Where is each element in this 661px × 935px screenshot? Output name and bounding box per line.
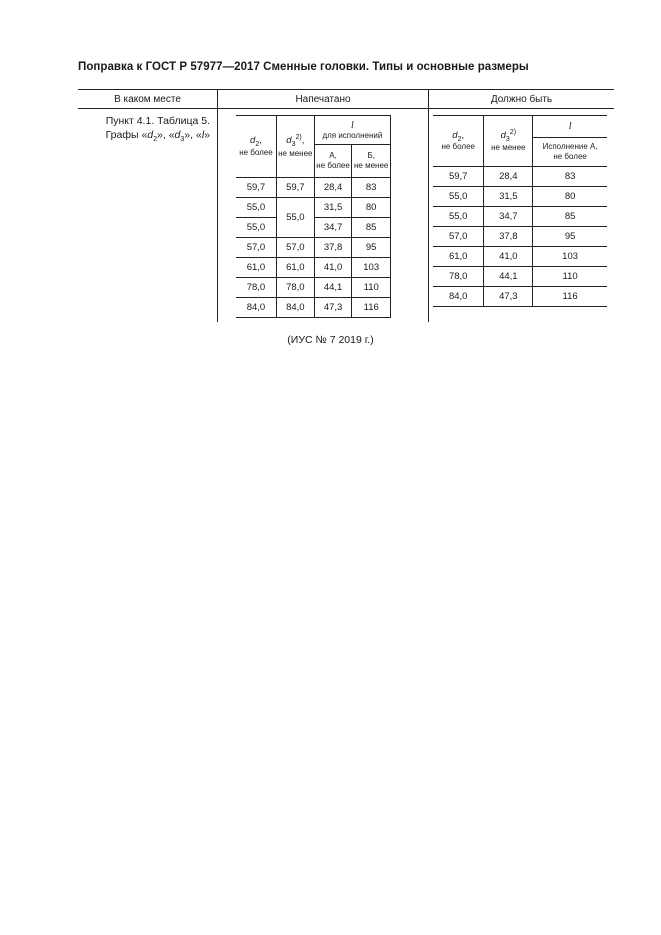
table-cell: 55,0 <box>236 198 276 218</box>
document-title: Поправка к ГОСТ Р 57977—2017 Сменные головки. Типы и основные размеры <box>78 61 529 73</box>
table-cell: 47,3 <box>484 287 533 307</box>
table-row <box>433 227 607 247</box>
column-divider-2 <box>428 89 429 322</box>
table-cell: 61,0 <box>433 247 484 267</box>
table-cell: 95 <box>352 238 391 258</box>
table-row <box>433 287 607 307</box>
table-cell: 78,0 <box>236 278 276 298</box>
table-cell: 34,7 <box>484 207 533 227</box>
table-cell: 83 <box>352 178 391 198</box>
table-cell: 61,0 <box>236 258 276 278</box>
printed-b-header: Б, не менее <box>352 145 391 178</box>
table-cell: 85 <box>352 218 391 238</box>
header-printed: Напечатано <box>295 94 351 105</box>
table-cell: 110 <box>352 278 391 298</box>
table-row <box>236 278 391 298</box>
printed-d3-header: $d_3^{2)}$, не менее <box>276 116 314 178</box>
table-cell: 47,3 <box>314 298 352 318</box>
location-line-2: Графы «$d_2$», «$d_3$», «l» <box>105 129 210 144</box>
table-cell: 59,7 <box>433 167 484 187</box>
correct-l-header: l <box>533 116 607 138</box>
header-where: В каком месте <box>114 94 181 105</box>
footer-note: (ИУС № 7 2019 г.) <box>287 334 374 346</box>
table-cell: 85 <box>533 207 607 227</box>
table-cell: 31,5 <box>314 198 352 218</box>
table-cell: 103 <box>352 258 391 278</box>
table-row <box>236 178 391 198</box>
printed-l-header: l для исполнений <box>314 116 390 145</box>
printed-d2-header: $d_2$, не более <box>236 116 276 178</box>
table-cell: 44,1 <box>484 267 533 287</box>
top-rule <box>78 89 614 90</box>
table-cell: 80 <box>533 187 607 207</box>
printed-a-header: А, не более <box>314 145 352 178</box>
table-row <box>236 258 391 278</box>
table-cell: 31,5 <box>484 187 533 207</box>
table-cell: 110 <box>533 267 607 287</box>
printed-table <box>236 115 391 318</box>
table-cell: 55,0 <box>276 198 314 238</box>
table-cell: 61,0 <box>276 258 314 278</box>
table-cell: 55,0 <box>433 207 484 227</box>
table-cell: 84,0 <box>433 287 484 307</box>
table-cell: 57,0 <box>433 227 484 247</box>
table-cell: 28,4 <box>484 167 533 187</box>
table-cell: 78,0 <box>276 278 314 298</box>
table-cell: 116 <box>533 287 607 307</box>
table-cell: 41,0 <box>314 258 352 278</box>
table-cell: 37,8 <box>484 227 533 247</box>
table-cell: 55,0 <box>236 218 276 238</box>
table-cell: 84,0 <box>236 298 276 318</box>
table-cell: 57,0 <box>236 238 276 258</box>
correct-d3-header: $d_3^{2)}$ не менее <box>484 116 533 167</box>
correct-table <box>433 115 607 307</box>
column-divider-1 <box>217 89 218 322</box>
table-row <box>236 238 391 258</box>
table-cell: 37,8 <box>314 238 352 258</box>
table-cell: 95 <box>533 227 607 247</box>
header-rule <box>78 108 614 109</box>
table-cell: 44,1 <box>314 278 352 298</box>
table-cell: 41,0 <box>484 247 533 267</box>
table-cell: 116 <box>352 298 391 318</box>
table-cell: 80 <box>352 198 391 218</box>
table-cell: 55,0 <box>433 187 484 207</box>
table-cell: 28,4 <box>314 178 352 198</box>
table-cell: 84,0 <box>276 298 314 318</box>
table-row <box>433 247 607 267</box>
table-row <box>433 267 607 287</box>
location-text <box>78 114 210 147</box>
table-row <box>236 198 391 218</box>
table-cell: 57,0 <box>276 238 314 258</box>
table-cell: 103 <box>533 247 607 267</box>
table-row <box>433 187 607 207</box>
header-should-be: Должно быть <box>490 94 553 105</box>
table-cell: 83 <box>533 167 607 187</box>
location-line-1: Пункт 4.1. Таблица 5. <box>105 115 210 127</box>
correct-d2-header: $d_2$, не более <box>433 116 484 167</box>
table-cell: 59,7 <box>276 178 314 198</box>
correct-a-header: Исполнение А, не более <box>533 138 607 167</box>
table-cell: 59,7 <box>236 178 276 198</box>
table-row <box>433 167 607 187</box>
table-row <box>433 207 607 227</box>
table-cell: 78,0 <box>433 267 484 287</box>
table-row <box>236 298 391 318</box>
table-cell: 34,7 <box>314 218 352 238</box>
